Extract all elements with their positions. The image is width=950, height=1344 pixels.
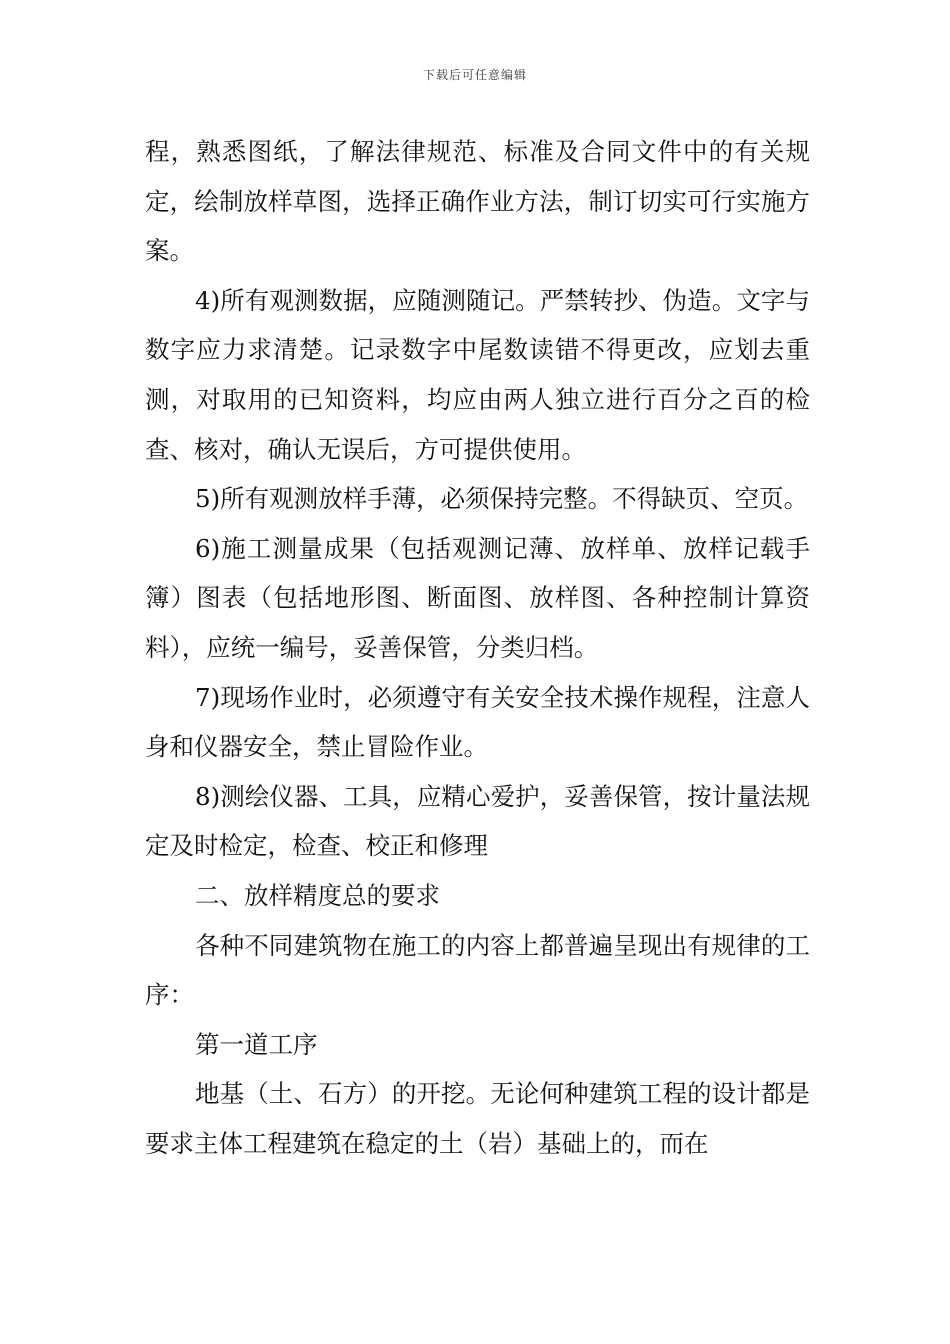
paragraph-intro: 各种不同建筑物在施工的内容上都普遍呈现出有规律的工序： — [145, 930, 810, 1010]
paragraph-item-5: 5)所有观测放样手薄，必须保持完整。不得缺页、空页。 — [195, 484, 809, 514]
paragraph-item-7: 7)现场作业时，必须遵守有关安全技术操作规程，注意人身和仪器安全，禁止冒险作业。 — [145, 682, 810, 762]
document-body — [145, 127, 810, 1168]
paragraph-item-4: 4)所有观测数据，应随测随记。严禁转抄、伪造。文字与数字应力求清楚。记录数字中尾数读错不得更改，应划去重测，对取用的已知资料，均应由两人独立进行百分之百的检查、核对，确认无误后，方可提供使用。 — [145, 285, 810, 464]
paragraph-continuation: 程，熟悉图纸，了解法律规范、标准及合同文件中的有关规定，绘制放样草图，选择正确作业方法，制订切实可行实施方案。 — [145, 137, 810, 266]
paragraph-item-6: 6)施工测量成果（包括观测记薄、放样单、放样记载手簿）图表（包括地形图、断面图、放样图、各种控制计算资料），应统一编号，妥善保管，分类归档。 — [145, 533, 810, 662]
section-heading: 二、放样精度总的要求 — [195, 880, 440, 910]
page-header: 下载后可任意编辑 — [422, 68, 527, 82]
paragraph-item-8: 8)测绘仪器、工具，应精心爱护，妥善保管，按计量法规定及时检定，检查、校正和修理 — [145, 781, 810, 861]
subheading-first-process: 第一道工序 — [195, 1029, 318, 1059]
paragraph-excavation: 地基（土、石方）的开挖。无论何种建筑工程的设计都是要求主体工程建筑在稳定的土（岩）基础上的，而在 — [145, 1079, 810, 1158]
